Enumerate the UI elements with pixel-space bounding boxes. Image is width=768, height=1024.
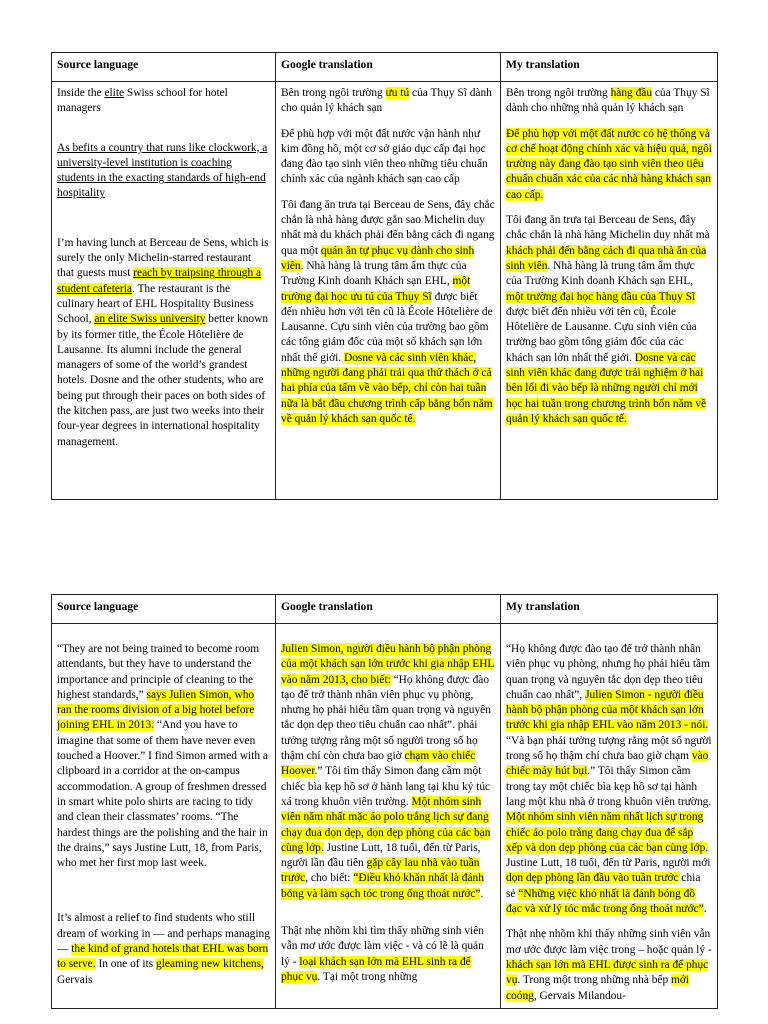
text-run: As befits a country that runs like clockwork, a university-level institution is coaching students in the exacting standards of high-end hospitality: [57, 141, 268, 200]
highlighted-text-run: một trường đại học ưu tú của Thụy Sĩ: [281, 275, 471, 303]
content-row: [52, 82, 718, 500]
highlighted-text-run: khách phải đến bằng cách đi qua nhà ăn của sinh viên: [506, 244, 707, 272]
highlighted-text-run: khách sạn lớn mà EHL được sinh ra để phục vụ: [506, 958, 709, 987]
highlighted-text-run: says Julien Simon, who ran the rooms division of a big hotel before joining EHL in 2013.: [57, 688, 255, 732]
source-subtitle: [57, 141, 270, 202]
text-run: Justine Lutt, 18 tuổi, đến từ Paris, người lần đầu tiên: [281, 841, 481, 870]
header-source: Source language: [52, 53, 276, 82]
highlighted-text-run: Một nhóm sinh viên năm nhất lịch sự trong chiếc áo polo trắng đang chạy đua để sắp xếp và dọn dẹp phòng của các bạn cùng lớp.: [506, 811, 709, 854]
text-run: của Thụy Sĩ dành cho quản lý khách sạn: [281, 87, 492, 115]
text-run: .” Tôi tìm thấy Simon đang cầm một chiếc bìa kẹp hồ sơ ở hành lang tại khu ký túc xá trong khuôn viên trường.: [281, 765, 491, 808]
highlighted-text-run: Để phù hợp với một đất nước có hệ thống và cơ chế hoạt động chính xác và hiệu quả, ngôi trường này đang đào tạo sinh viên theo tiêu chuẩn chuẩn xác của các nhà hàng khách sạn cao cấp.: [506, 127, 712, 201]
header-google: Google translation: [276, 595, 501, 624]
highlighted-text-run: Một nhóm sinh viên năm nhất mặc áo polo trắng lịch sự đang chạy đua dọn dẹp, dọn dẹp phòng của các bạn cùng lớp.: [281, 795, 491, 854]
text-run: Inside the: [57, 87, 105, 99]
text-run: “Họ không được đào tạo để trở thành nhân viên phục vụ phòng, nhưng họ phải hiểu tầm quan trọng và nguyên tắc dọn dẹp theo tiêu chuẩn cao nhất”,: [506, 643, 710, 701]
text-run: . The restaurant is the culinary heart of EHL Hospitality Business School,: [57, 282, 254, 326]
highlighted-text-run: gặp cây lau nhà vào tuần trước: [281, 857, 480, 885]
text-run: .: [703, 903, 707, 916]
translation-table-2: [51, 594, 718, 1009]
text-run: Thật nhẹ nhõm khi thấy những sinh viên vẫn mơ ước được làm việc trong – hoặc quản lý -: [506, 928, 712, 956]
highlighted-text-run: the kind of grand hotels that EHL was born to serve.: [57, 943, 269, 971]
text-run: Thật nhẹ nhõm khi tìm thấy những sinh viên vẫn mơ ước được làm việc - và có lẽ là quản lý -: [281, 925, 484, 968]
mine-body: [506, 213, 712, 427]
google-body: [281, 198, 495, 427]
highlighted-text-run: Julien Simon, người điều hành bộ phận phòng của một khách sạn lớn trước khi gia nhập EHL vào năm 2013, cho biết:: [281, 643, 495, 686]
text-run: . Nhà hàng là trung tâm ẩm thực của Trường Kinh doanh Khách sạn EHL,: [506, 259, 695, 288]
highlighted-text-run: dọn dẹp phòng lần đầu vào tuần trước: [506, 872, 679, 885]
highlighted-text-run: chạm vào chiếc Hoover: [281, 750, 476, 778]
text-run: chia sẻ: [506, 872, 701, 900]
highlighted-text-run: quán ăn tự phục vụ dành cho sinh viên: [281, 244, 475, 272]
mine-title: [506, 86, 712, 117]
text-run: của Thụy Sĩ dành cho những nhà quản lý khách sạn: [506, 87, 710, 115]
google-cell: [276, 82, 501, 500]
text-run: . Tại một trong những: [317, 970, 418, 983]
text-run: được biết đến nhiều với tên cũ, École Hôtelière de Lausanne. Cựu sinh viên của trường bao gồm tổng giám đốc của các khách sạn lớn nhất thế giới.: [506, 305, 697, 364]
header-source: Source language: [52, 595, 276, 624]
google-cell: [276, 624, 501, 1009]
highlighted-text-run: ưu tú: [385, 87, 410, 99]
highlighted-text-run: reach by traipsing through a student cafeteria: [57, 267, 262, 295]
text-run: Bên trong ngôi trường: [281, 87, 386, 99]
highlighted-text-run: “Điều khó khăn nhất là đánh bóng và làm sạch tóc trong ống thoát nước”: [281, 872, 484, 900]
text-run: .” Tôi thấy Simon cầm trong tay một chiếc bìa kẹp hồ sơ tại hành lang một khu nhà ở trong khuôn viên trường.: [506, 765, 712, 808]
header-mine: My translation: [501, 595, 718, 624]
text-run: Swiss school for hotel managers: [57, 87, 228, 115]
google-title: [281, 86, 495, 117]
mine-subtitle: [506, 127, 712, 203]
source-para-1: [57, 642, 270, 871]
highlighted-text-run: một trường đại học hàng đầu của Thụy Sĩ: [506, 290, 696, 303]
header-google: Google translation: [276, 53, 501, 82]
mine-para-2: [506, 927, 712, 1003]
google-para-2: [281, 924, 495, 985]
source-body: [57, 236, 270, 450]
highlighted-text-run: loại khách sạn lớn mà EHL sinh ra để phục vụ: [281, 955, 471, 983]
text-run: Gervais: [57, 973, 93, 986]
highlighted-text-run: hàng đầu: [610, 87, 653, 99]
text-run: , cho biết:: [305, 872, 354, 885]
mine-para-1: [506, 642, 712, 917]
text-run: I’m having lunch at Berceau de Sens, which is surely the only Michelin-starred restaurant that guests must: [57, 236, 269, 280]
text-run: Bên trong ngôi trường: [506, 87, 611, 99]
header-row: [52, 595, 718, 624]
text-run: . Trong một trong những nhà bếp: [517, 974, 672, 987]
header-mine: My translation: [501, 53, 718, 82]
translation-table-1: [51, 52, 718, 500]
content-row: [52, 624, 718, 1009]
text-run: elite: [104, 87, 125, 99]
source-cell: [52, 82, 276, 500]
text-run: It’s almost a relief to find students who still dream of working in — and perhaps managing —: [57, 912, 270, 956]
source-para-2: [57, 911, 270, 987]
text-run: “Và bạn phải tưởng tượng rằng một số người trong số họ thậm chí chưa bao giờ chạm: [506, 734, 712, 763]
text-run: . Nhà hàng là trung tâm ẩm thực của Trường Kinh doanh Khách sạn EHL,: [281, 259, 467, 288]
mine-cell: [501, 624, 718, 1009]
text-run: được biết đến nhiều hơn với tên cũ là École Hôtelière de Lausanne. Cựu sinh viên của trường bao gồm các tổng giám đốc của một số khách sạn lớn nhất thế giới.: [281, 290, 493, 364]
text-run: “And you have to imagine that some of them have never even touched a Hoover.” I find Simon armed with a clipboard in a corridor at the on-campus accommodation. A group of freshmen dressed in smart white polo shirts are racing to tidy and clean their classmates’ rooms. “The hardest things are the polishing and the hair in the drains,” says Justine Lutt, 18, from Paris, who met her first mop last week.: [57, 719, 268, 870]
highlighted-text-run: gleaming new kitchens,: [156, 958, 264, 971]
text-run: Để phù hợp với một đất nước vận hành như kim đồng hồ, một cơ sở giáo dục cấp đại học đang đào tạo sinh viên theo những tiêu chuẩn chính xác của ngành khách sạn cao cấp: [281, 127, 488, 186]
header-row: [52, 53, 718, 82]
text-run: Tôi đang ăn trưa tại Berceau de Sens, đây chắc chắn là nhà hàng Michelin duy nhất mà: [506, 214, 710, 242]
mine-cell: [501, 82, 718, 500]
highlighted-text-run: Dosne và các sinh viên khác, những người đang phải trải qua thử thách ở cả hai phía của tấm về vào bếp, chỉ còn hai tuần nữa là bắt đầu chương trình cấp bằng bốn năm về quản lý khách sạn quốc tế.: [281, 351, 493, 425]
text-run: , Gervais Milandou-: [533, 989, 626, 1002]
text-run: Justine Lutt, 18 tuổi, đến từ Paris, người mới: [506, 857, 711, 870]
text-run: Tôi đang ăn trưa tại Berceau de Sens, đây chắc chắn là nhà hàng được gắn sao Michelin duy nhất mà du khách phải đến bằng cách đi ngang qua một: [281, 198, 495, 257]
source-title: [57, 86, 270, 117]
text-run: In one of its: [95, 958, 157, 971]
text-run: “They are not being trained to become room attendants, but they have to understand the importance and principle of cleaning to the highest standards,”: [57, 643, 260, 701]
highlighted-text-run: mới coóng: [506, 974, 690, 1002]
text-run: .: [480, 887, 484, 900]
highlighted-text-run: Julien Simon - người điều hành bộ phận phòng của một khách sạn lớn trước khi gia nhập EHL vào năm 2013 - nói.: [506, 688, 709, 732]
text-run: “Họ không được đào tạo để trở thành nhân viên phục vụ phòng, nhưng họ phải hiểu tầm quan trọng và nguyên tắc dọn dẹp theo tiêu chuẩn cao nhất”. phải tưởng tượng rằng một số người trong số họ thậm chí còn chưa bao giờ: [281, 673, 491, 763]
highlighted-text-run: Dosne và các sinh viên khác đang được trải nghiệm ở hai bên lối đi vào bếp là những người chỉ mới học hai tuần trong chương trình bốn năm về quản lý khách sạn quốc tế.: [506, 351, 707, 425]
text-run: better known by its former title, the École Hôtelière de Lausanne. Its alumni include the general managers of some of the world’s grandest hotels. Dosne and the other students, who are being put through their paces on both sides of the kitchen pass, are just two weeks into their four-year degrees in international hospitality management.: [57, 313, 269, 448]
google-para-1: [281, 642, 495, 902]
google-subtitle: [281, 127, 495, 188]
highlighted-text-run: vào chiếc máy hút bụi: [506, 750, 709, 778]
source-cell: [52, 624, 276, 1009]
highlighted-text-run: an elite Swiss university: [94, 313, 206, 326]
highlighted-text-run: “Những việc khó nhất là đánh bóng đồ đạc và xử lý tóc mắc trong ống thoát nước”: [506, 887, 704, 916]
